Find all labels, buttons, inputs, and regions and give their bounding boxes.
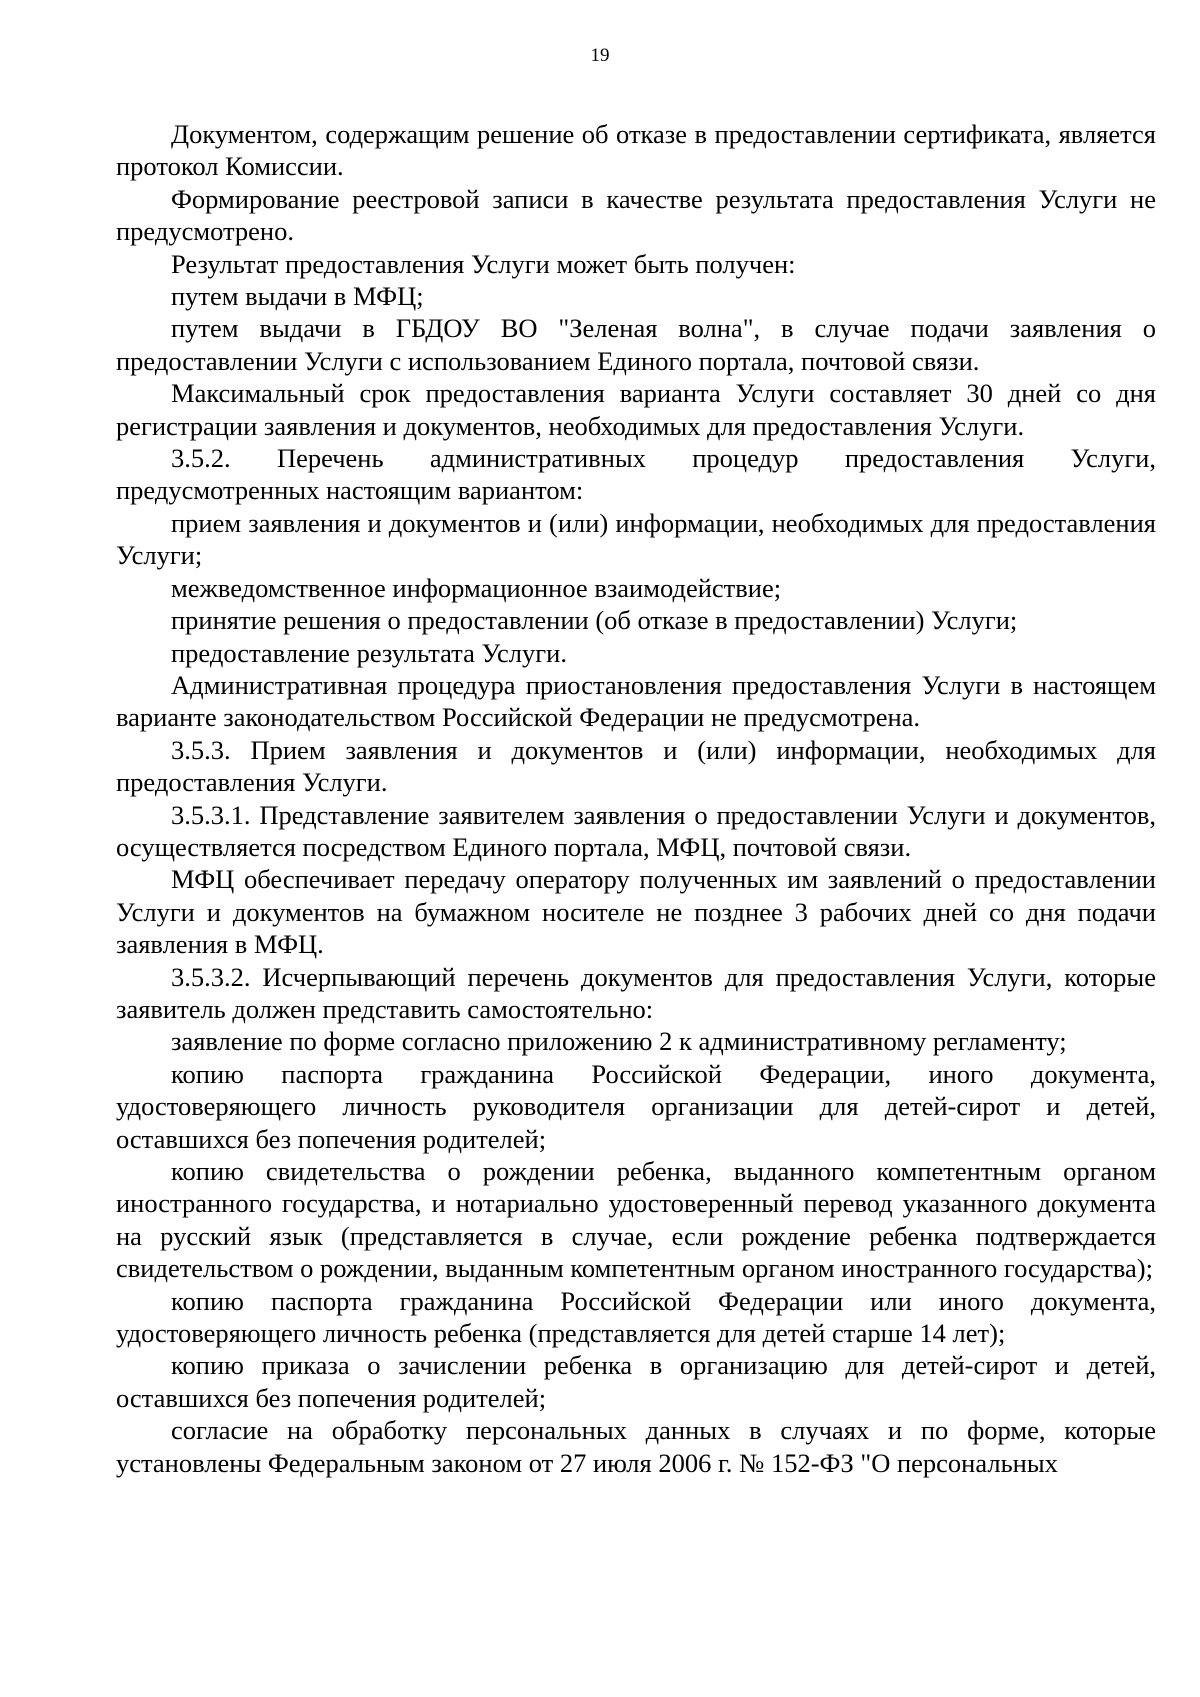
section-3-5-2: 3.5.2. Перечень административных процедур предоставления Услуги, предусмотренных настоящим вариантом: [116,443,1156,506]
list-item-personal-data-consent: согласие на обработку персональных данных в случаях и по форме, которые установлены Федеральным законом от 27 июля 2006 г. № 152-ФЗ "О персональных [116,1415,1156,1478]
list-item-enrollment-order: копию приказа о зачислении ребенка в организацию для детей-сирот и детей, оставшихся без попечения родителей; [116,1350,1156,1413]
paragraph-refusal-document: Документом, содержащим решение об отказе в предоставлении сертификата, является протокол Комиссии. [116,119,1156,182]
list-item-passport-copy: копию паспорта гражданина Российской Федерации, иного документа, удостоверяющего личность руководителя организации для детей-сирот и детей, оставшихся без попечения родителей; [116,1058,1156,1154]
list-item-reception: прием заявления и документов и (или) информации, необходимых для предоставления Услуги; [116,507,1156,571]
document-body [116,118,1156,1479]
list-item-birth-certificate: копию свидетельства о рождении ребенка, выданного компетентным органом иностранного государства, и нотариально удостоверенный перевод указанного документа на русский язык (представляется в случае, если рождение ребенка подтверждается свидетельством о рождении, выданным компетентным органом иностранного государства); [116,1156,1156,1284]
paragraph-mfc-transfer: МФЦ обеспечивает передачу оператору полученных им заявлений о предоставлении Услуги и документов на бумажном носителе не позднее 3 рабочих дней со дня подачи заявления в МФЦ. [116,864,1156,960]
section-3-5-3-1: 3.5.3.1. Представление заявителем заявления о предоставлении Услуги и документов, осуществляется посредством Единого портала, МФЦ, почтовой связи. [116,799,1156,862]
section-3-5-3: 3.5.3. Прием заявления и документов и (или) информации, необходимых для предоставления Услуги. [116,734,1156,798]
list-item-mfc-issue: путем выдачи в МФЦ; [171,281,424,312]
paragraph-result-methods-intro: Результат предоставления Услуги может быть получен: [171,248,796,279]
list-item-child-passport: копию паспорта гражданина Российской Федерации или иного документа, удостоверяющего личность ребенка (представляется для детей старше 14 лет); [116,1285,1156,1349]
list-item-decision: принятие решения о предоставлении (об отказе в предоставлении) Услуги; [171,605,1018,636]
list-item-interagency: межведомственное информационное взаимодействие; [171,572,782,603]
paragraph-registry-record: Формирование реестровой записи в качестве результата предоставления Услуги не предусмотрено. [116,183,1156,247]
page-number: 19 [590,45,610,66]
list-item-result: предоставление результата Услуги. [171,637,567,668]
list-item-application-form: заявление по форме согласно приложению 2 к административному регламенту; [171,1026,1067,1057]
paragraph-suspension: Административная процедура приостановления предоставления Услуги в настоящем варианте законодательством Российской Федерации не предусмотрена. [116,669,1156,733]
paragraph-max-term: Максимальный срок предоставления варианта Услуги составляет 30 дней со дня регистрации заявления и документов, необходимых для предоставления Услуги. [116,378,1156,441]
list-item-gbdou-issue: путем выдачи в ГБДОУ ВО "Зеленая волна", в случае подачи заявления о предоставлении Услуги с использованием Единого портала, почтовой связи. [116,313,1156,376]
section-3-5-3-2: 3.5.3.2. Исчерпывающий перечень документов для предоставления Услуги, которые заявитель должен представить самостоятельно: [116,961,1156,1024]
